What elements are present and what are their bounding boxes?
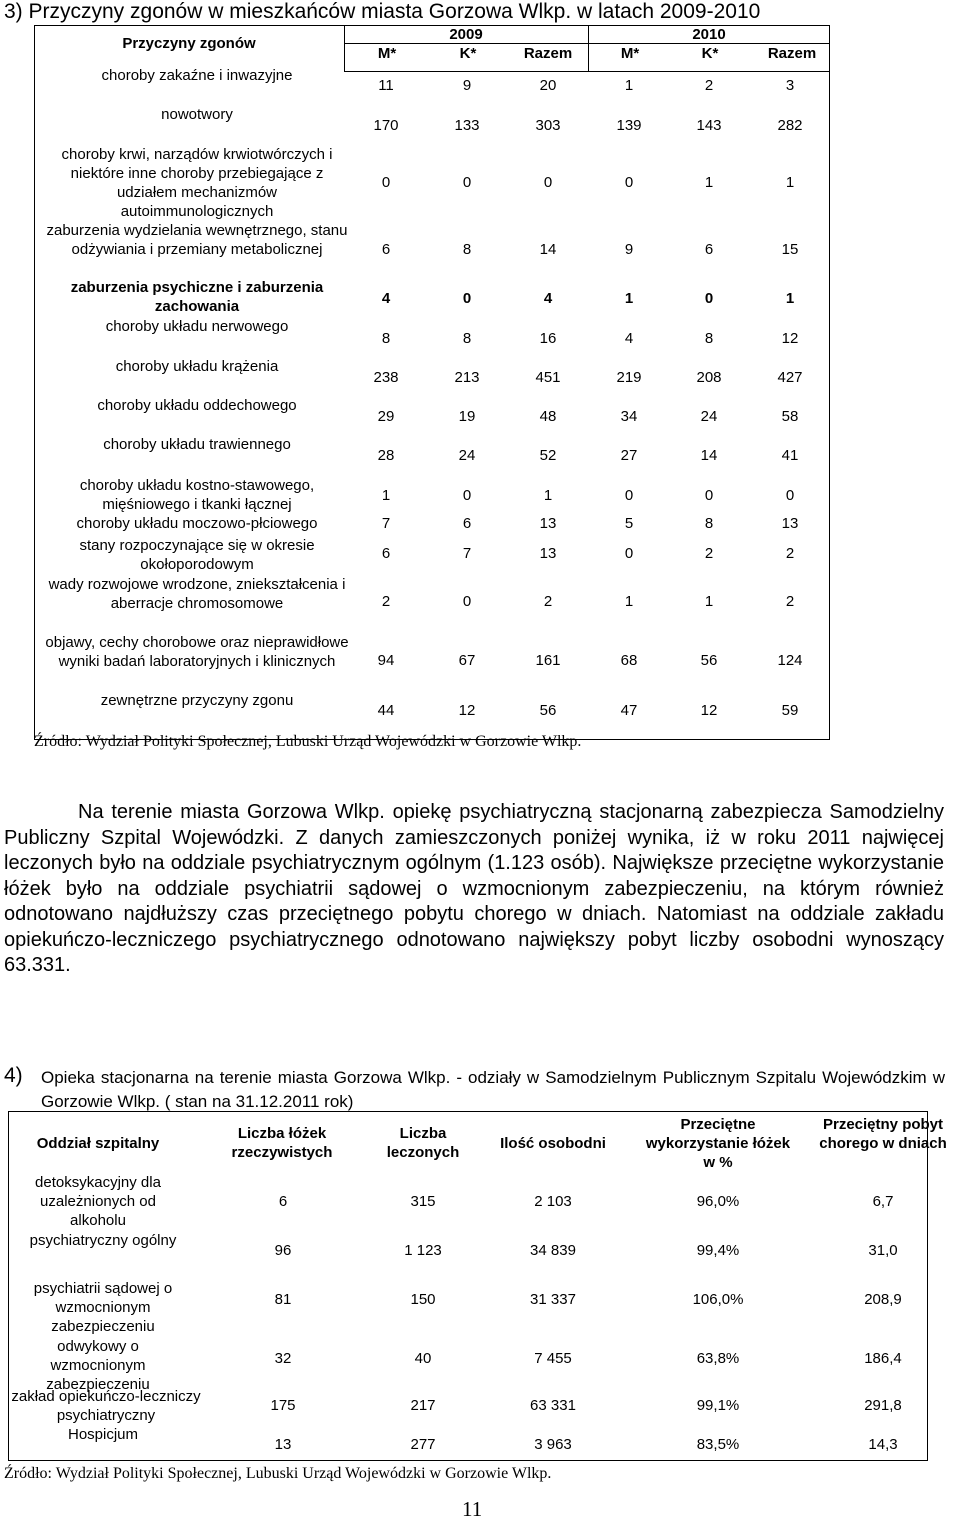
- value-cell: 7: [462, 545, 472, 562]
- value-cell: 303: [535, 117, 561, 134]
- cause-label: choroby układu kostno-stawowego, mięśniowego i tkanki łącznej: [79, 477, 315, 513]
- subheader-m-2010: M*: [620, 45, 640, 62]
- value-cell: 13: [539, 545, 557, 562]
- year-2009: 2009: [449, 26, 483, 43]
- cause-label: choroby układu nerwowego: [105, 318, 289, 335]
- ward-value: 63,8%: [696, 1350, 740, 1367]
- value-cell: 1: [624, 593, 634, 610]
- value-cell: 14: [700, 447, 718, 464]
- ward-value: 3 963: [534, 1436, 572, 1453]
- value-cell: 6: [381, 241, 391, 258]
- ward-value: 99,4%: [696, 1242, 740, 1259]
- value-cell: 68: [620, 652, 638, 669]
- value-cell: 133: [454, 117, 480, 134]
- ward-value: 6,7: [872, 1193, 894, 1210]
- value-cell: 1: [543, 487, 553, 504]
- value-cell: 8: [462, 330, 472, 347]
- value-cell: 0: [462, 290, 472, 307]
- value-cell: 0: [462, 593, 472, 610]
- value-cell: 5: [624, 515, 634, 532]
- value-cell: 4: [624, 330, 634, 347]
- value-cell: 0: [704, 487, 714, 504]
- value-cell: 58: [781, 408, 799, 425]
- value-cell: 0: [785, 487, 795, 504]
- value-cell: 8: [704, 515, 714, 532]
- year-2010: 2010: [692, 26, 726, 43]
- cause-label: stany rozpoczynające się w okresie okołoporodowym: [79, 537, 315, 573]
- value-cell: 143: [696, 117, 722, 134]
- ward-value: 99,1%: [696, 1397, 740, 1414]
- ward-value: 217: [410, 1397, 436, 1414]
- subheader-m-2009: M*: [377, 45, 397, 62]
- value-cell: 14: [539, 241, 557, 258]
- value-cell: 28: [377, 447, 395, 464]
- value-cell: 0: [624, 545, 634, 562]
- ward-value: 63 331: [530, 1397, 576, 1414]
- header-patient-days: Ilość osobodni: [500, 1135, 606, 1152]
- value-cell: 13: [781, 515, 799, 532]
- value-cell: 29: [377, 408, 395, 425]
- ward-value: 208,9: [864, 1291, 902, 1308]
- value-cell: 12: [458, 702, 476, 719]
- value-cell: 48: [539, 408, 557, 425]
- ward-value: 291,8: [864, 1397, 902, 1414]
- cause-label: choroby układu oddechowego: [97, 397, 297, 414]
- ward-value: 31,0: [868, 1242, 898, 1259]
- cause-label: nowotwory: [161, 106, 233, 123]
- value-cell: 0: [462, 174, 472, 191]
- ward-value: 7 455: [534, 1350, 572, 1367]
- value-cell: 170: [373, 117, 399, 134]
- ward-name: psychiatrii sądowej o wzmocnionym zabezpieczeniu: [33, 1280, 173, 1335]
- value-cell: 9: [624, 241, 634, 258]
- value-cell: 12: [700, 702, 718, 719]
- value-cell: 24: [458, 447, 476, 464]
- value-cell: 161: [535, 652, 561, 669]
- subheader-razem-2009: Razem: [523, 45, 573, 62]
- value-cell: 9: [462, 77, 472, 94]
- value-cell: 1: [624, 290, 634, 307]
- table1-source: Źródło: Wydział Polityki Społecznej, Lubuski Urząd Wojewódzki w Gorzowie Wlkp.: [34, 733, 582, 750]
- section3-heading: 3) Przyczyny zgonów w mieszkańców miasta Gorzowa Wlkp. w latach 2009-2010: [4, 0, 761, 23]
- value-cell: 6: [462, 515, 472, 532]
- value-cell: 0: [381, 174, 391, 191]
- ward-name: Hospicjum: [67, 1426, 139, 1443]
- ward-name: detoksykacyjny dla uzależnionych od alkoholu: [35, 1174, 161, 1229]
- value-cell: 34: [620, 408, 638, 425]
- value-cell: 8: [381, 330, 391, 347]
- value-cell: 52: [539, 447, 557, 464]
- value-cell: 27: [620, 447, 638, 464]
- value-cell: 139: [616, 117, 642, 134]
- value-cell: 3: [785, 77, 795, 94]
- value-cell: 16: [539, 330, 557, 347]
- section4-number: 4): [4, 1064, 23, 1087]
- value-cell: 1: [704, 593, 714, 610]
- ward-value: 34 839: [530, 1242, 576, 1259]
- header-avg-stay: Przeciętny pobyt chorego w dniach: [819, 1116, 947, 1152]
- value-cell: 0: [462, 487, 472, 504]
- ward-value: 96: [274, 1242, 292, 1259]
- value-cell: 56: [700, 652, 718, 669]
- subheader-razem-2010: Razem: [767, 45, 817, 62]
- ward-value: 32: [274, 1350, 292, 1367]
- cause-label: choroby układu trawiennego: [103, 436, 291, 453]
- ward-name: zakład opiekuńczo-leczniczy psychiatryczny: [11, 1388, 201, 1424]
- cause-label: choroby układu moczowo-płciowego: [76, 515, 318, 532]
- page-number: 11: [462, 1497, 483, 1521]
- value-cell: 67: [458, 652, 476, 669]
- ward-value: 315: [410, 1193, 436, 1210]
- value-cell: 0: [704, 290, 714, 307]
- header-ward: Oddział szpitalny: [36, 1135, 160, 1152]
- value-cell: 1: [785, 290, 795, 307]
- value-cell: 2: [704, 545, 714, 562]
- ward-name: psychiatryczny ogólny: [29, 1232, 177, 1249]
- value-cell: 41: [781, 447, 799, 464]
- cause-label: choroby układu krążenia: [115, 358, 279, 375]
- cause-label: objawy, cechy chorobowe oraz nieprawidłowe wyniki badań laboratoryjnych i klinicznych: [45, 634, 349, 670]
- value-cell: 24: [700, 408, 718, 425]
- ward-value: 2 103: [534, 1193, 572, 1210]
- value-cell: 238: [373, 369, 399, 386]
- wards-table-content: [8, 1111, 947, 1461]
- value-cell: 12: [781, 330, 799, 347]
- ward-value: 1 123: [404, 1242, 442, 1259]
- ward-value: 150: [410, 1291, 436, 1308]
- value-cell: 427: [777, 369, 803, 386]
- paragraph-text: Na terenie miasta Gorzowa Wlkp. opiekę psychiatryczną stacjonarną zabezpiecza Samodzielny Publiczny Szpital Wojewódzki. Z danych zamieszczonych poniżej wynika, iż w roku 2011 najwięcej leczonych było na oddziale psychiatrycznym ogólnym (1.123 osób). Największe przeciętne wykorzystanie łóżek było na oddziale psychiatrii sądowej o wzmocnionym zabezpieczeniu, na którym również odnotowano najdłuższy czas przeciętnego pobytu chorego w dniach. Natomiast na oddziale zakładu opiekuńczo-leczniczego psychiatrycznego odnotowano największy pobyt liczby osobodni wynoszący 63.331.: [4, 801, 944, 976]
- ward-value: 175: [270, 1397, 296, 1414]
- header-patients: Liczba leczonych: [386, 1125, 460, 1161]
- value-cell: 7: [381, 515, 391, 532]
- value-cell: 2: [543, 593, 553, 610]
- col-header-causes: Przyczyny zgonów: [122, 35, 256, 52]
- value-cell: 2: [785, 545, 795, 562]
- value-cell: 44: [377, 702, 395, 719]
- subheader-k-2009: K*: [459, 45, 477, 62]
- value-cell: 282: [777, 117, 803, 134]
- ward-value: 277: [410, 1436, 436, 1453]
- value-cell: 56: [539, 702, 557, 719]
- value-cell: 20: [539, 77, 557, 94]
- value-cell: 219: [616, 369, 642, 386]
- body-paragraph: [4, 800, 944, 979]
- ward-value: 96,0%: [696, 1193, 740, 1210]
- value-cell: 13: [539, 515, 557, 532]
- value-cell: 6: [704, 241, 714, 258]
- ward-value: 40: [414, 1350, 432, 1367]
- value-cell: 1: [624, 77, 634, 94]
- value-cell: 59: [781, 702, 799, 719]
- value-cell: 1: [381, 487, 391, 504]
- cause-label: choroby zakaźne i inwazyjne: [101, 67, 293, 84]
- value-cell: 4: [381, 290, 391, 307]
- value-cell: 4: [543, 290, 553, 307]
- value-cell: 11: [378, 77, 394, 94]
- ward-value: 6: [278, 1193, 288, 1210]
- value-cell: 124: [777, 652, 803, 669]
- ward-value: 81: [274, 1291, 292, 1308]
- value-cell: 2: [785, 593, 795, 610]
- value-cell: 0: [624, 487, 634, 504]
- value-cell: 0: [543, 174, 553, 191]
- value-cell: 213: [454, 369, 480, 386]
- value-cell: 1: [704, 174, 714, 191]
- ward-value: 106,0%: [692, 1291, 744, 1308]
- value-cell: 208: [696, 369, 722, 386]
- value-cell: 2: [704, 77, 714, 94]
- ward-value: 83,5%: [696, 1436, 740, 1453]
- value-cell: 2: [381, 593, 391, 610]
- header-occupancy: Przeciętne wykorzystanie łóżek w %: [645, 1116, 791, 1171]
- value-cell: 6: [381, 545, 391, 562]
- header-beds: Liczba łóżek rzeczywistych: [231, 1125, 333, 1161]
- subheader-k-2010: K*: [701, 45, 719, 62]
- value-cell: 15: [781, 241, 799, 258]
- ward-value: 13: [274, 1436, 292, 1453]
- section4-heading: Opieka stacjonarna na terenie miasta Gorzowa Wlkp. - odziały w Samodzielnym Publicznym Szpitalu Wojewódzkim w Gorzowie Wlkp. ( stan na 31.12.2011 rok): [41, 1068, 945, 1111]
- value-cell: 19: [458, 408, 476, 425]
- cause-label: zewnętrzne przyczyny zgonu: [100, 692, 294, 709]
- value-cell: 0: [624, 174, 634, 191]
- cause-label: zaburzenia psychiczne i zaburzenia zachowania: [70, 279, 324, 315]
- value-cell: 94: [377, 652, 395, 669]
- ward-value: 186,4: [864, 1350, 902, 1367]
- value-cell: 8: [704, 330, 714, 347]
- value-cell: 8: [462, 241, 472, 258]
- value-cell: 451: [535, 369, 561, 386]
- value-cell: 47: [620, 702, 638, 719]
- table2-source: Źródło: Wydział Polityki Społecznej, Lubuski Urząd Wojewódzki w Gorzowie Wlkp.: [4, 1465, 552, 1482]
- cause-label: zaburzenia wydzielania wewnętrznego, stanu odżywiania i przemiany metabolicznej: [46, 222, 348, 258]
- ward-value: 14,3: [868, 1436, 898, 1453]
- ward-name: odwykowy o wzmocnionym zabezpieczeniu: [46, 1338, 150, 1393]
- ward-value: 31 337: [530, 1291, 576, 1308]
- cause-label: choroby krwi, narządów krwiotwórczych i niektóre inne choroby przebiegające z udziałem mechanizmów autoimmunologicznych: [61, 146, 333, 220]
- value-cell: 1: [785, 174, 795, 191]
- cause-label: wady rozwojowe wrodzone, zniekształcenia i aberracje chromosomowe: [48, 576, 346, 612]
